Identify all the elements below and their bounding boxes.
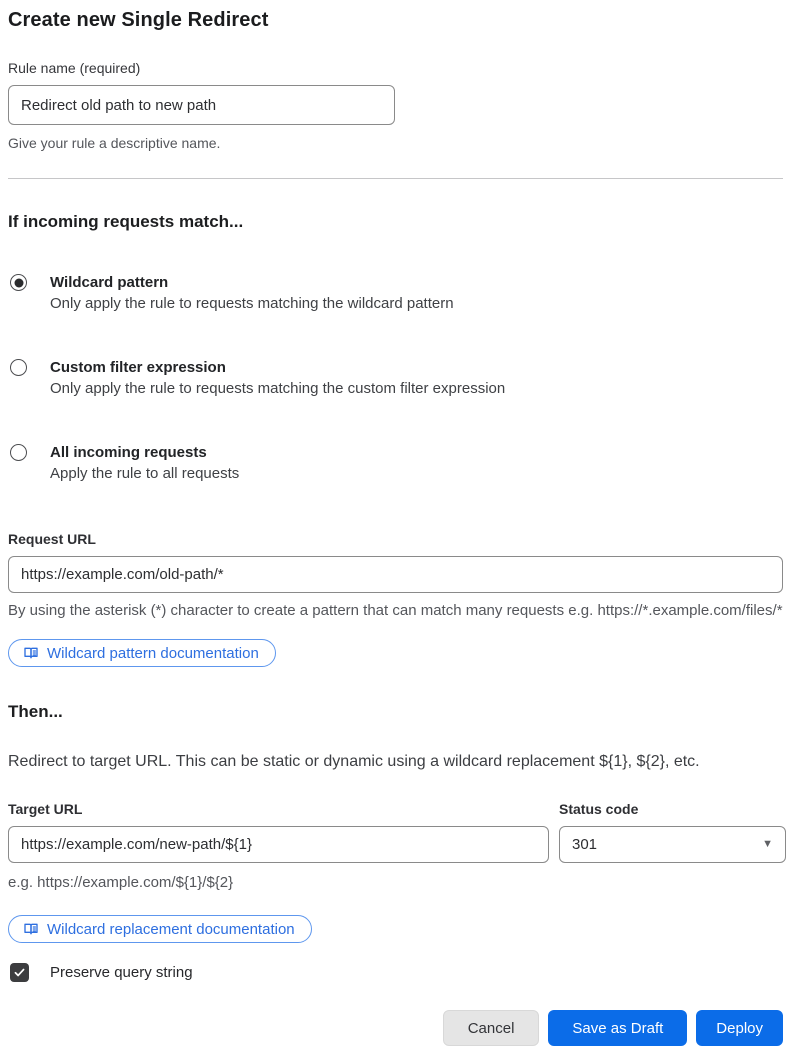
request-url-label: Request URL xyxy=(8,531,96,547)
book-icon xyxy=(23,645,39,661)
target-status-row xyxy=(8,773,783,863)
page-title: Create new Single Redirect xyxy=(8,9,269,31)
status-code-value: 301 xyxy=(572,836,598,853)
match-section-heading: If incoming requests match... xyxy=(8,212,244,231)
book-icon xyxy=(23,921,39,937)
radio-option-custom-filter-expression[interactable] xyxy=(8,358,783,400)
radio-option-wildcard-pattern[interactable] xyxy=(8,273,783,315)
rule-name-helper: Give your rule a descriptive name. xyxy=(8,135,221,151)
doc-button-label: Wildcard pattern documentation xyxy=(47,644,259,662)
radio-selected-icon[interactable] xyxy=(10,274,27,291)
preserve-query-string-checkbox-row[interactable] xyxy=(8,963,783,982)
wildcard-pattern-doc-button[interactable] xyxy=(8,639,276,667)
checkbox-checked-icon[interactable] xyxy=(10,963,29,982)
radio-label: Custom filter expression xyxy=(50,359,226,376)
radio-label: All incoming requests xyxy=(50,444,207,461)
target-url-label: Target URL xyxy=(8,801,83,817)
radio-label: Wildcard pattern xyxy=(50,274,169,291)
target-url-input[interactable] xyxy=(8,826,549,863)
radio-description: Only apply the rule to requests matching the wildcard pattern xyxy=(50,295,454,312)
wildcard-replacement-doc-button[interactable] xyxy=(8,915,312,943)
section-divider xyxy=(8,178,783,179)
doc-button-label: Wildcard replacement documentation xyxy=(47,920,295,938)
match-type-radio-group xyxy=(8,273,783,485)
request-url-input[interactable] xyxy=(8,556,783,593)
status-code-select[interactable] xyxy=(559,826,786,863)
preserve-query-string-label: Preserve query string xyxy=(50,964,193,981)
chevron-down-icon: ▼ xyxy=(762,838,773,850)
save-as-draft-button[interactable]: Save as Draft xyxy=(548,1010,687,1046)
target-url-helper: e.g. https://example.com/${1}/${2} xyxy=(8,874,234,891)
form-footer xyxy=(8,1010,783,1046)
radio-option-all-incoming-requests[interactable] xyxy=(8,443,783,485)
radio-unselected-icon[interactable] xyxy=(10,444,27,461)
radio-description: Only apply the rule to requests matching the custom filter expression xyxy=(50,380,506,397)
radio-unselected-icon[interactable] xyxy=(10,359,27,376)
status-code-label: Status code xyxy=(559,801,639,817)
then-section-heading: Then... xyxy=(8,702,63,721)
rule-name-label: Rule name (required) xyxy=(8,60,141,76)
cancel-button[interactable]: Cancel xyxy=(443,1010,540,1046)
deploy-button[interactable]: Deploy xyxy=(696,1010,783,1046)
then-description: Redirect to target URL. This can be static or dynamic using a wildcard replacement ${1}, ${2}, etc. xyxy=(8,753,700,770)
rule-name-input[interactable] xyxy=(8,85,395,125)
request-url-helper: By using the asterisk (*) character to create a pattern that can match many requests e.g. https://*.example.com/files/* xyxy=(8,602,783,619)
radio-description: Apply the rule to all requests xyxy=(50,465,240,482)
